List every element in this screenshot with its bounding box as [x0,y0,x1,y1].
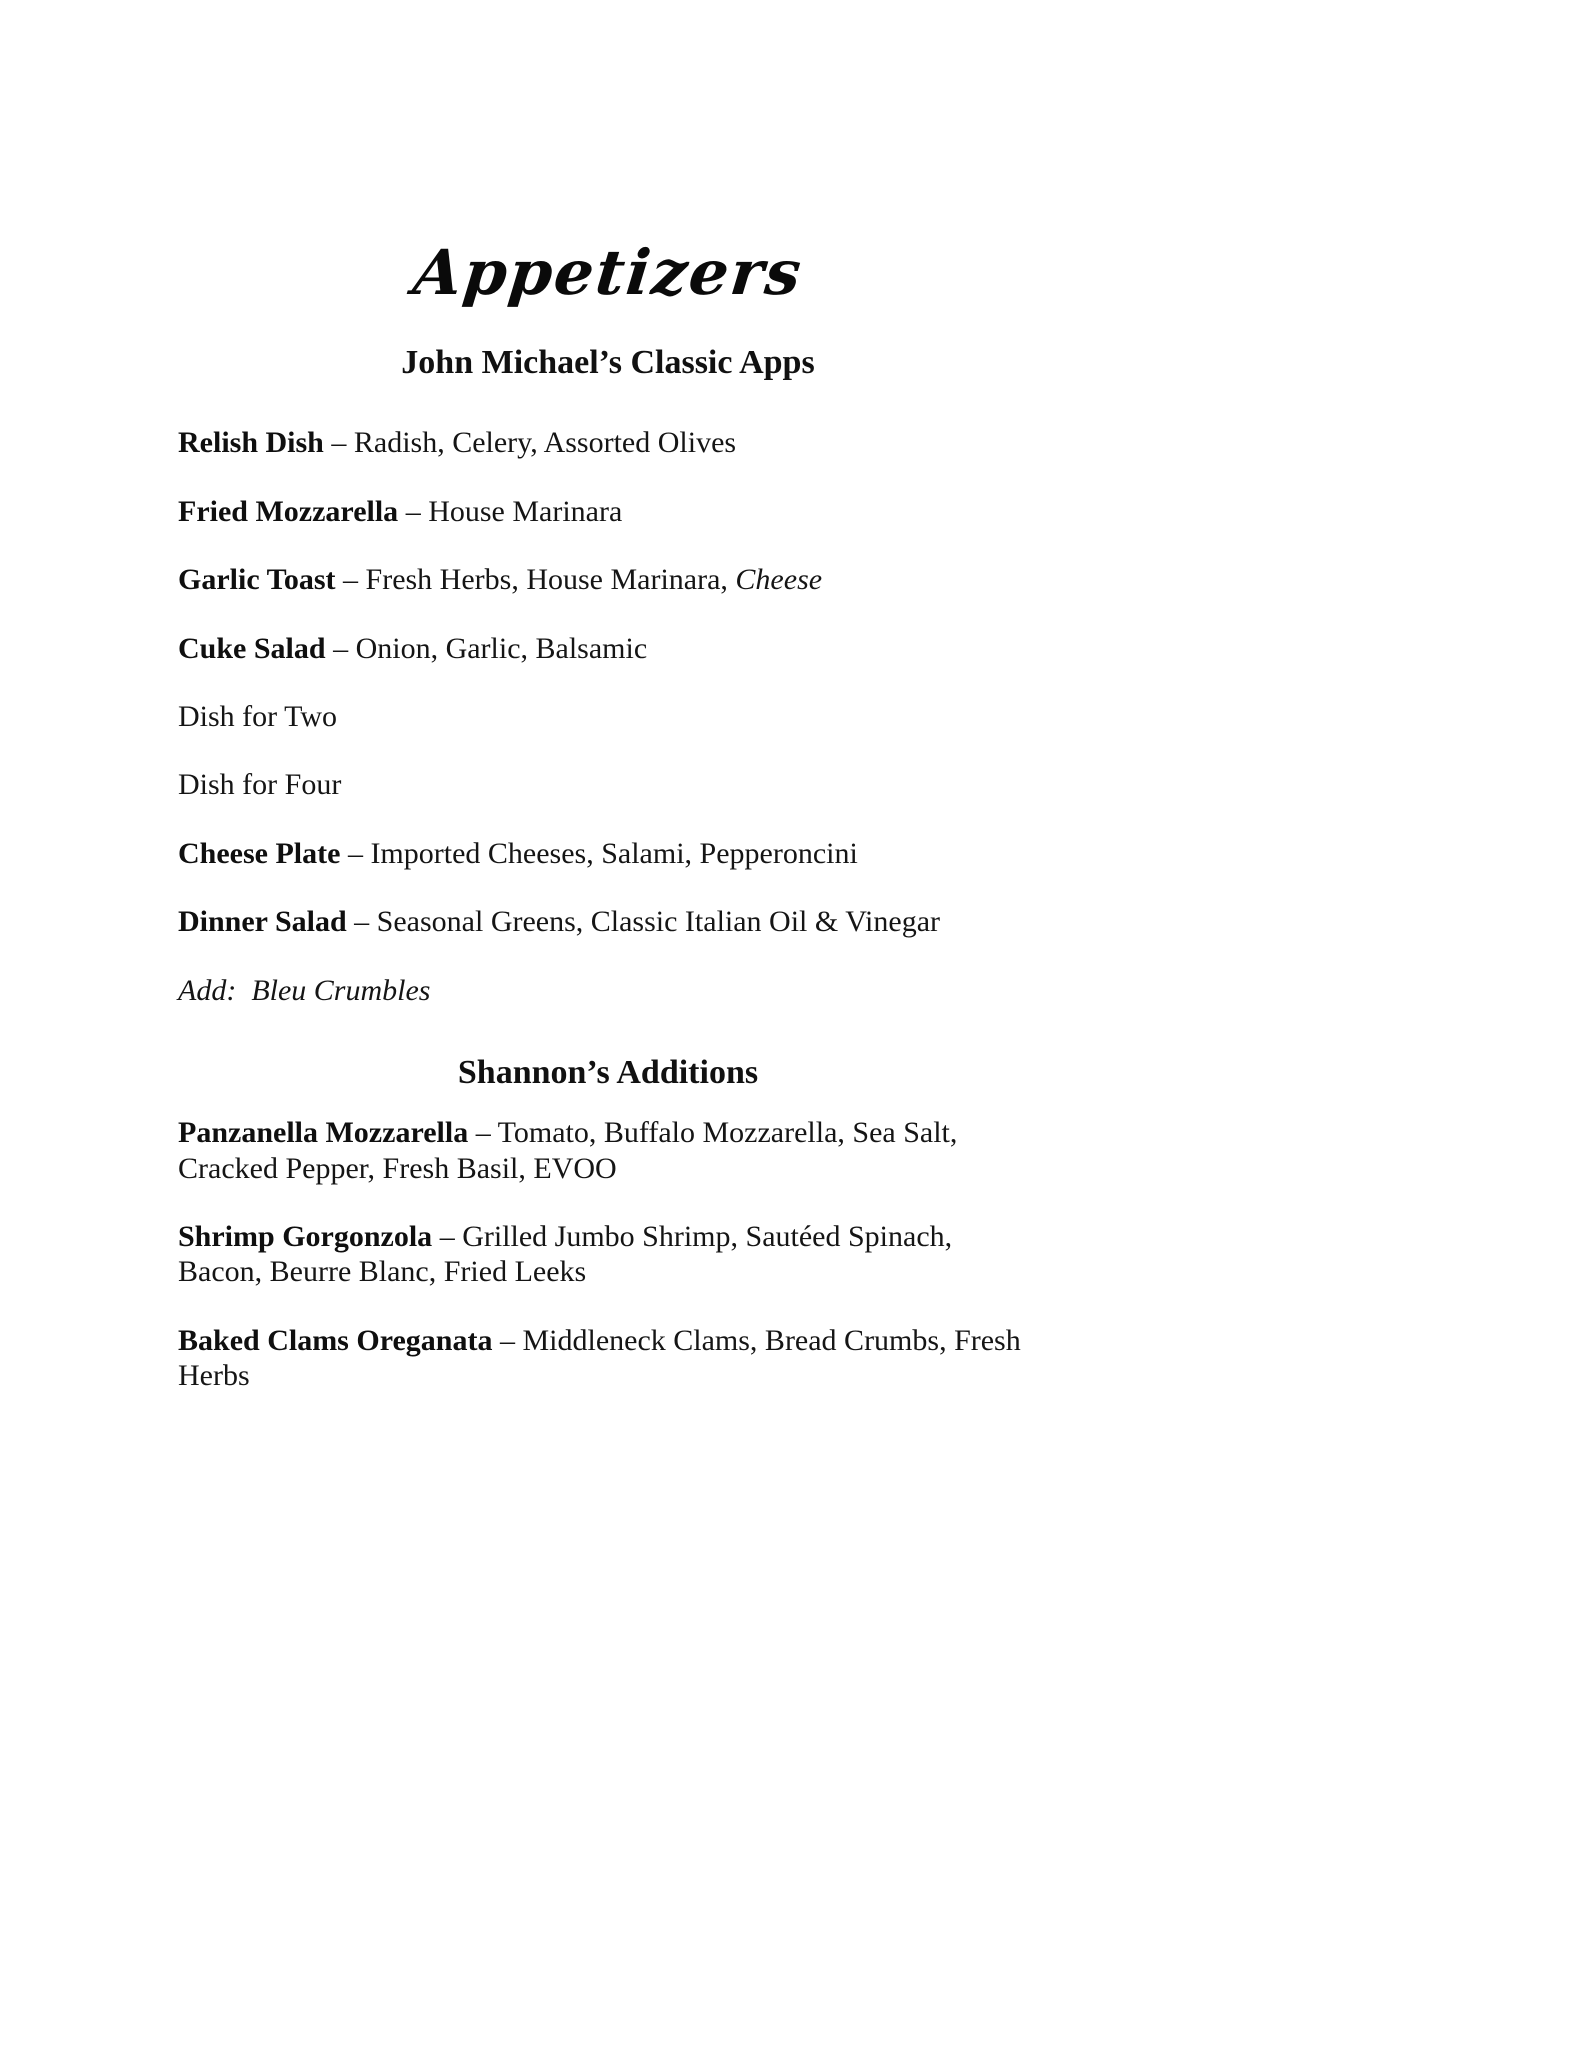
menu-item-desc: Dish for Four [178,768,342,802]
menu-content [178,0,1038,1427]
menu-item-desc: – House Marinara [398,494,623,528]
menu-item-name: Cuke Salad [178,631,326,665]
menu-item [178,562,1038,597]
section-classic-apps [178,344,1038,1008]
menu-item-desc: – Grilled Jumbo Shrimp, Sautéed Spinach, Bacon, Beurre Blanc, Fried Leeks [178,1220,960,1289]
menu-item-italic: Cheese [735,563,823,597]
menu-item-desc: – Radish, Celery, Assorted Olives [323,426,737,460]
menu-item-name: Baked Clams Oreganata [178,1323,493,1357]
menu-item [178,973,1038,1008]
menu-item-name: Cheese Plate [178,836,341,870]
menu-item-desc: – Seasonal Greens, Classic Italian Oil & Vinegar [346,905,941,939]
menu-item [178,425,1038,460]
menu-item-desc: – Onion, Garlic, Balsamic [325,631,648,665]
menu-item-desc: – Fresh Herbs, House Marinara, [335,563,736,597]
menu-item [178,767,1038,802]
menu-item [178,699,1038,734]
menu-item-italic: Add: Bleu Crumbles [178,973,431,1007]
menu-item [178,494,1038,529]
menu-item [178,904,1038,939]
menu-item [178,836,1038,871]
menu-item-name: Relish Dish [178,426,324,460]
menu-item [178,1115,1038,1186]
page-title: Appetizers [409,236,807,309]
menu-item-name: Shrimp Gorgonzola [178,1220,433,1254]
menu-item-name: Panzanella Mozzarella [178,1116,469,1150]
section-heading: Shannon’s Additions [457,1053,759,1091]
menu-item-desc: Dish for Two [178,699,338,733]
menu-item [178,1323,1038,1394]
menu-item-desc: – Middleneck Clams, Bread Crumbs, Fresh Herbs [178,1323,1029,1393]
menu-item-name: Dinner Salad [178,905,347,939]
section-heading: John Michael’s Classic Apps [401,344,815,381]
menu-item [178,631,1038,666]
menu-item [178,1219,1038,1290]
menu-item-name: Garlic Toast [178,563,336,597]
section-shannons-additions [178,1054,1038,1394]
menu-item-name: Fried Mozzarella [178,494,399,528]
menu-item-desc: – Tomato, Buffalo Mozzarella, Sea Salt, Cracked Pepper, Fresh Basil, EVOO [178,1116,965,1185]
menu-item-desc: – Imported Cheeses, Salami, Pepperoncini [340,836,858,870]
